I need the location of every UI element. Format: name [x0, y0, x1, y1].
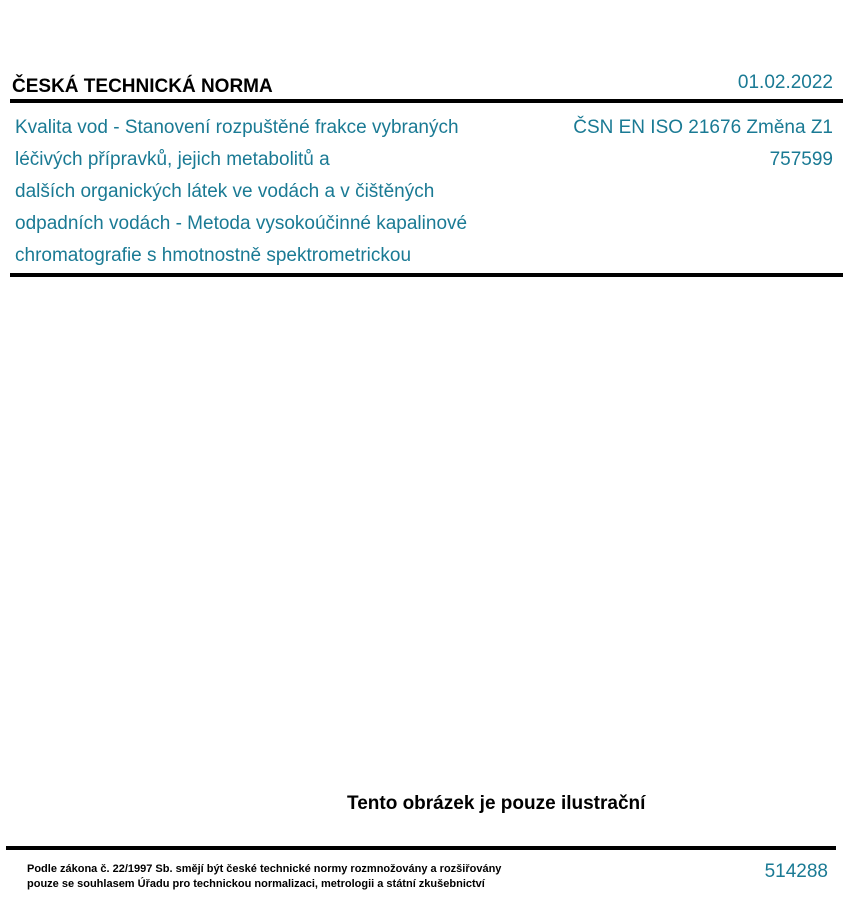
standard-designation [573, 112, 833, 176]
document-title [15, 112, 535, 272]
header-bottom-divider [10, 273, 843, 277]
document-title-line: léčivých přípravků, jejich metabolitů a [15, 149, 330, 170]
top-divider [10, 99, 843, 103]
illustration-notice: Tento obrázek je pouze ilustrační [347, 793, 646, 814]
catalog-number: 757599 [769, 149, 833, 170]
document-title-line: odpadních vodách - Metoda vysokoúčinné kapalinové [15, 213, 468, 234]
legal-notice-line: pouze se souhlasem Úřadu pro technickou normalizaci, metrologii a státní zkušebnictví [27, 878, 485, 890]
footer-divider [6, 846, 836, 850]
legal-notice-line: Podle zákona č. 22/1997 Sb. smějí být české technické normy rozmnožovány a rozšiřovány [27, 863, 502, 875]
legal-notice [27, 862, 501, 892]
document-title-line: chromatografie s hmotnostně spektrometrickou [15, 245, 412, 266]
standard-code: ČSN EN ISO 21676 Změna Z1 [573, 117, 833, 138]
standard-heading: ČESKÁ TECHNICKÁ NORMA [12, 76, 273, 97]
document-title-line: Kvalita vod - Stanovení rozpuštěné frakce vybraných [15, 117, 459, 138]
document-number: 514288 [764, 861, 828, 882]
publication-date: 01.02.2022 [737, 72, 833, 93]
document-title-line: dalších organických látek ve vodách a v čištěných [15, 181, 435, 202]
